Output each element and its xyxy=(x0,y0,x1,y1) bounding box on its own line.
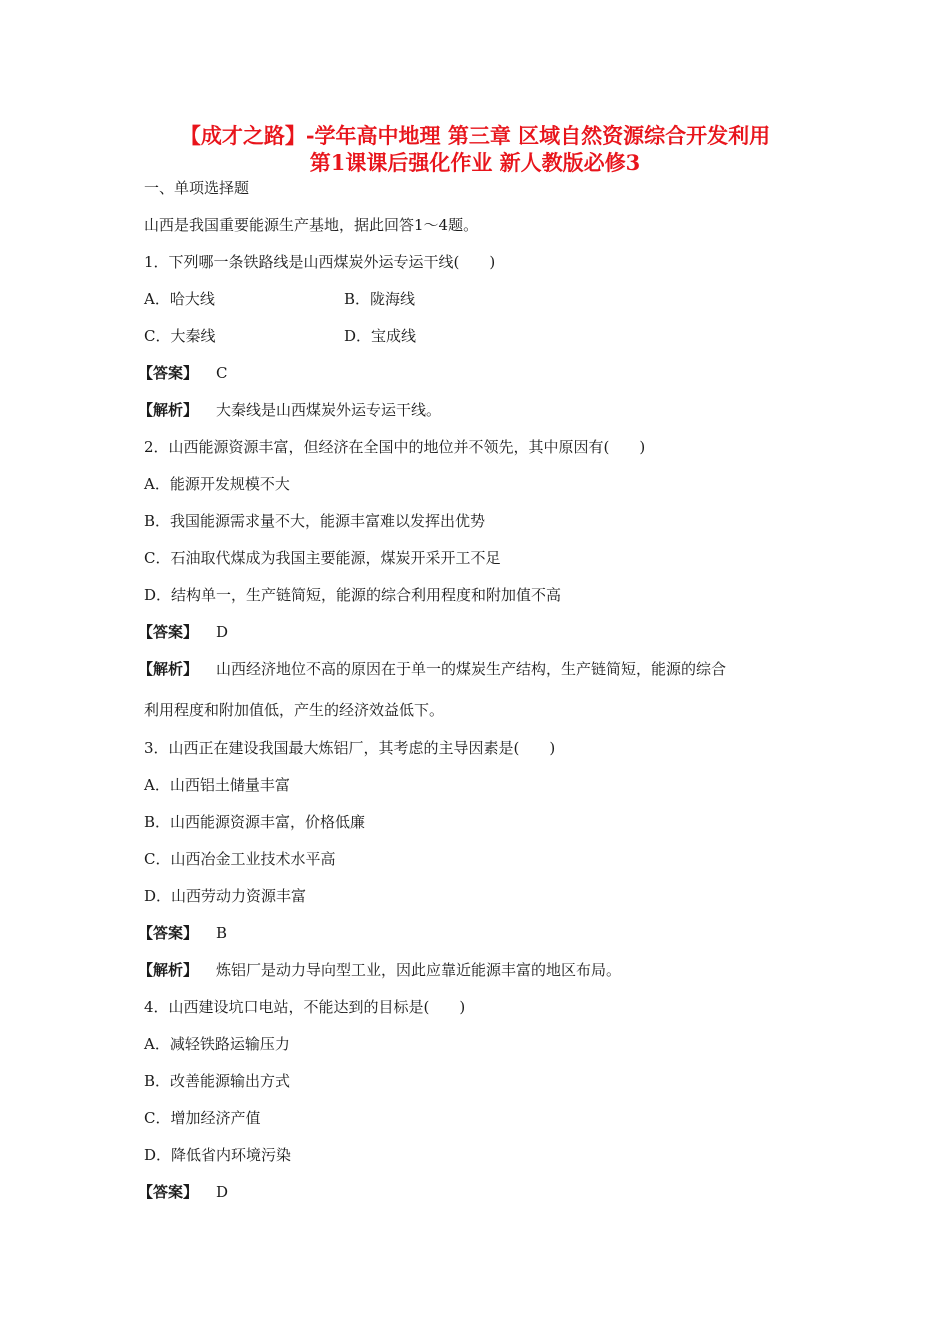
question-1-analysis xyxy=(138,400,442,420)
question-2-option-b: B．我国能源需求量不大，能源丰富难以发挥出优势 xyxy=(144,512,486,530)
analysis-tag: 【解析】 xyxy=(138,401,199,419)
answer-value: C xyxy=(216,364,228,382)
answer-tag: 【答案】 xyxy=(138,924,199,942)
document-title-line-1: 【成才之路】-学年高中地理 第三章 区域自然资源综合开发利用 xyxy=(179,123,771,148)
question-3-option-c: C．山西冶金工业技术水平高 xyxy=(144,850,336,868)
section-heading: 一、单项选择题 xyxy=(144,179,250,197)
question-1-option-b: B．陇海线 xyxy=(344,290,416,308)
question-2-analysis xyxy=(138,659,727,679)
question-1-option-a: A．哈大线 xyxy=(144,290,215,308)
answer-tag: 【答案】 xyxy=(138,364,199,382)
question-1-option-c: C．大秦线 xyxy=(144,327,216,345)
answer-value: D xyxy=(216,1183,229,1201)
intro-text: 山西是我国重要能源生产基地，据此回答1～4题。 xyxy=(144,216,479,234)
analysis-text: 炼铝厂是动力导向型工业，因此应靠近能源丰富的地区布局。 xyxy=(216,961,622,979)
answer-tag: 【答案】 xyxy=(138,623,199,641)
question-2-answer xyxy=(138,622,229,642)
question-4-answer xyxy=(138,1182,229,1202)
question-3-answer xyxy=(138,923,228,943)
question-3-option-a: A．山西铝土储量丰富 xyxy=(144,776,290,794)
answer-tag: 【答案】 xyxy=(138,1183,199,1201)
question-2-option-a: A．能源开发规模不大 xyxy=(144,475,290,493)
question-4-option-c: C．增加经济产值 xyxy=(144,1109,261,1127)
question-3-analysis xyxy=(138,960,622,980)
question-3-option-b: B．山西能源资源丰富，价格低廉 xyxy=(144,813,366,831)
question-2-analysis-continued: 利用程度和附加值低，产生的经济效益低下。 xyxy=(144,701,445,719)
answer-value: B xyxy=(216,924,228,942)
question-1-option-d: D．宝成线 xyxy=(344,327,417,345)
question-4-option-d: D．降低省内环境污染 xyxy=(144,1146,292,1164)
question-2-option-c: C．石油取代煤成为我国主要能源，煤炭开采开工不足 xyxy=(144,549,501,567)
question-2-stem: 2．山西能源资源丰富，但经济在全国中的地位并不领先，其中原因有( ) xyxy=(144,438,646,456)
question-4-stem: 4．山西建设坑口电站，不能达到的目标是( ) xyxy=(144,998,466,1016)
analysis-tag: 【解析】 xyxy=(138,660,199,678)
document-title-line-2: 第1课课后强化作业 新人教版必修3 xyxy=(309,150,641,175)
question-3-option-d: D．山西劳动力资源丰富 xyxy=(144,887,307,905)
analysis-text: 山西经济地位不高的原因在于单一的煤炭生产结构，生产链简短，能源的综合 xyxy=(216,660,727,678)
analysis-text: 大秦线是山西煤炭外运专运干线。 xyxy=(216,401,442,419)
question-3-stem: 3．山西正在建设我国最大炼铝厂，其考虑的主导因素是( ) xyxy=(144,739,556,757)
question-1-answer xyxy=(138,363,228,383)
answer-value: D xyxy=(216,623,229,641)
question-1-stem: 1．下列哪一条铁路线是山西煤炭外运专运干线( ) xyxy=(144,253,496,271)
analysis-tag: 【解析】 xyxy=(138,961,199,979)
question-4-option-b: B．改善能源输出方式 xyxy=(144,1072,291,1090)
question-4-option-a: A．减轻铁路运输压力 xyxy=(144,1035,290,1053)
question-2-option-d: D．结构单一，生产链简短，能源的综合利用程度和附加值不高 xyxy=(144,586,562,604)
